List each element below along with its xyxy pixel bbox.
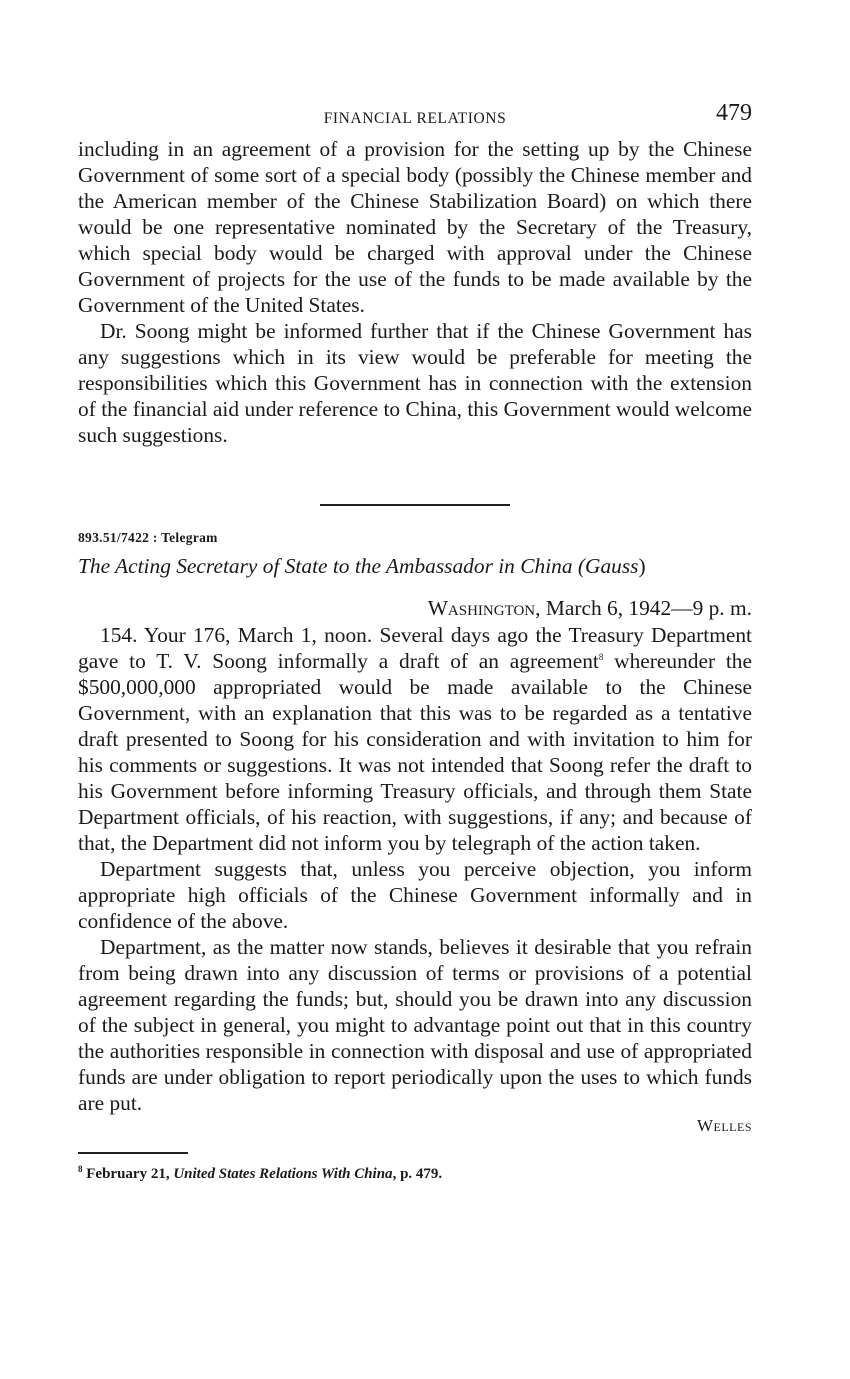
document-file-reference: 893.51/7422 : Telegram: [78, 530, 218, 545]
paragraph: Department, as the matter now stands, believes it desirable that you refrain from being drawn into any discussion of terms or provisions of a potential agreement regarding the funds; but, should you be drawn into any discussion of the subject in general, you might to advantage point out that in this country the authorities responsible in connection with disposal and use of appropriated funds are under obligation to report periodically upon the uses to which funds are put.: [78, 935, 752, 1115]
paragraph-text: whereunder the $500,000,000 appropriated would be made available to the Chinese Government, with an explanation that this was to be regarded as a tentative draft presented to Soong for his consideration and with invitation to him for his comments or suggestions. It was not intended that Soong refer the draft to his Government before informing Treasury officials, and through them State Department officials, of his reaction, with suggestions, if any; and because of that, the Department did not inform you by telegraph of the action taken.: [78, 649, 752, 855]
paragraph: [78, 622, 752, 856]
dateline-place: Washington: [427, 596, 536, 620]
dateline-date: , March 6, 1942—9 p. m.: [535, 596, 752, 620]
running-title: FINANCIAL RELATIONS: [323, 110, 507, 127]
paragraph: including in an agreement of a provision for the setting up by the Chinese Government of some sort of a special body (possibly the Chinese member and the American member of the Chinese Stabilization Board) on which there would be one representative nominated by the Secretary of the Treasury, which special body would be charged with approval under the Chinese Government of projects for the use of the funds to be made available by the Government of the United States.: [78, 137, 752, 317]
page-number: 479: [716, 100, 752, 126]
footnote-text: February 21,: [86, 1166, 174, 1182]
continued-text: [78, 136, 752, 448]
heading-close: ): [638, 554, 646, 578]
document-heading: [78, 552, 752, 580]
paragraph-text: 154. Your 176, March 1, noon. Several days ago the Treasury Department gave to T. V. Soong informally a draft of an agreement: [78, 623, 752, 673]
footnote-text-end: , p. 479.: [392, 1166, 443, 1182]
footnote: [78, 1164, 752, 1183]
paragraph: Dr. Soong might be informed further that if the Chinese Government has any suggestions which in its view would be preferable for meeting the responsibilities which this Government has in connection with the extension of the financial aid under reference to China, this Government would welcome such suggestions.: [78, 319, 752, 447]
document-page: [78, 100, 752, 1183]
running-head: [78, 100, 752, 136]
telegram-text: [78, 622, 752, 1116]
footnote-mark: 8: [78, 1164, 83, 1174]
heading-recipient: Gauss: [585, 554, 639, 578]
heading-text: The Acting Secretary of State to the Ambassador in China (: [78, 554, 585, 578]
signature: Welles: [696, 1116, 752, 1135]
paragraph: Department suggests that, unless you perceive objection, you inform appropriate high officials of the Chinese Government informally and in confidence of the above.: [78, 857, 752, 933]
dateline: [78, 594, 752, 622]
footnote-reference: 8: [598, 651, 604, 662]
footnote-title: United States Relations With China: [173, 1166, 393, 1182]
